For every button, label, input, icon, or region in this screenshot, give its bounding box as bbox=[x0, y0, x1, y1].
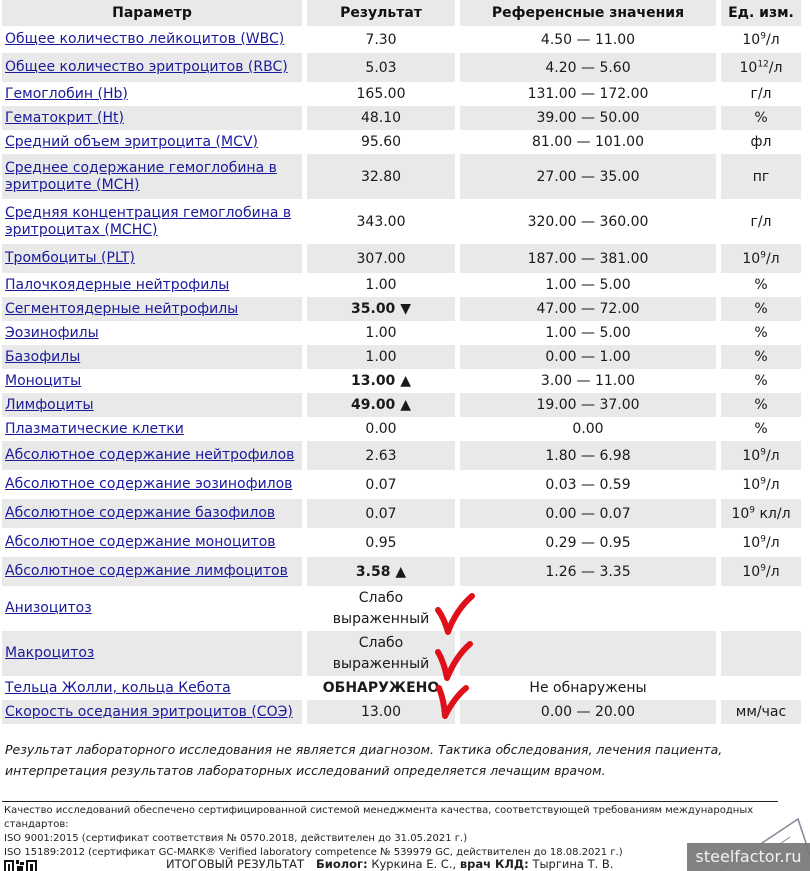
unit-base: 10 bbox=[742, 250, 761, 267]
reference-value: 81.00 — 101.00 bbox=[532, 134, 644, 150]
checkmark-icon bbox=[434, 682, 478, 722]
parameter-link[interactable]: Моноциты bbox=[5, 372, 82, 389]
parameter-cell bbox=[2, 154, 302, 199]
unit-exponent: 9 bbox=[760, 562, 766, 573]
table-row bbox=[2, 82, 801, 106]
unit-exponent: 9 bbox=[760, 249, 766, 260]
unit-cell bbox=[721, 345, 801, 369]
table-row bbox=[2, 417, 801, 441]
signatures bbox=[316, 857, 613, 871]
table-row bbox=[2, 369, 801, 393]
unit-exponent: 9 bbox=[760, 475, 766, 486]
result-value: 49.00 bbox=[351, 397, 396, 413]
parameter-cell bbox=[2, 130, 302, 154]
reference-value: 187.00 — 381.00 bbox=[527, 250, 649, 267]
unit-cell bbox=[721, 26, 801, 53]
reference-cell bbox=[460, 106, 716, 130]
reference-value: 320.00 — 360.00 bbox=[527, 213, 649, 230]
result-value: 343.00 bbox=[356, 213, 406, 230]
unit-base: мм/час bbox=[735, 704, 787, 720]
header-unit: Ед. изм. bbox=[721, 0, 801, 26]
parameter-link[interactable]: Базофилы bbox=[5, 348, 81, 365]
unit-cell bbox=[721, 369, 801, 393]
unit-base: 10 bbox=[742, 476, 761, 493]
result-value: Слабо выраженный bbox=[332, 634, 430, 672]
arrow-up-icon: ▲ bbox=[395, 563, 407, 580]
unit-tail: /л bbox=[765, 447, 780, 464]
unit-base: % bbox=[754, 325, 768, 341]
reference-value: 4.20 — 5.60 bbox=[545, 59, 631, 76]
result-cell bbox=[307, 676, 455, 700]
reference-cell bbox=[460, 297, 716, 321]
table-row bbox=[2, 244, 801, 273]
unit-tail: /л bbox=[765, 250, 780, 267]
parameter-link[interactable]: Абсолютное содержание лимфоцитов bbox=[5, 563, 288, 579]
unit-base: % bbox=[754, 277, 768, 293]
result-value: ОБНАРУЖЕНО bbox=[322, 680, 440, 696]
unit-cell bbox=[721, 470, 801, 499]
table-header-row bbox=[2, 0, 801, 26]
unit-exponent: 9 bbox=[760, 446, 766, 457]
parameter-cell bbox=[2, 441, 302, 470]
reference-cell bbox=[460, 321, 716, 345]
parameter-link[interactable]: Средний объем эритроцита (MCV) bbox=[5, 133, 258, 150]
result-cell bbox=[307, 53, 455, 82]
parameter-link[interactable]: Тромбоциты (PLT) bbox=[5, 250, 135, 266]
unit-base: % bbox=[754, 421, 768, 437]
qr-code bbox=[4, 860, 40, 871]
table-row bbox=[2, 154, 801, 199]
reference-value: 19.00 — 37.00 bbox=[536, 397, 640, 413]
biologist-name: Куркина Е. С., bbox=[371, 857, 457, 871]
unit-tail: /л bbox=[765, 31, 780, 48]
parameter-link[interactable]: Сегментоядерные нейтрофилы bbox=[5, 300, 239, 317]
reference-cell bbox=[460, 273, 716, 297]
table-row bbox=[2, 700, 801, 724]
parameter-link[interactable]: Макроцитоз bbox=[5, 645, 95, 661]
unit-cell bbox=[721, 273, 801, 297]
unit-cell bbox=[721, 321, 801, 345]
reference-value: 1.00 — 5.00 bbox=[545, 277, 631, 293]
unit-base: 10 bbox=[742, 447, 761, 464]
unit-cell bbox=[721, 130, 801, 154]
unit-cell bbox=[721, 106, 801, 130]
unit-cell bbox=[721, 244, 801, 273]
result-cell bbox=[307, 26, 455, 53]
result-cell bbox=[307, 345, 455, 369]
table-row bbox=[2, 499, 801, 528]
table-row bbox=[2, 130, 801, 154]
reference-cell bbox=[460, 528, 716, 557]
unit-exponent: 12 bbox=[757, 58, 769, 69]
result-value: 48.10 bbox=[360, 110, 402, 126]
result-cell bbox=[307, 154, 455, 199]
reference-cell bbox=[460, 557, 716, 586]
result-cell bbox=[307, 441, 455, 470]
unit-base: 10 bbox=[742, 563, 761, 580]
result-cell bbox=[307, 499, 455, 528]
biologist-label: Биолог: bbox=[316, 857, 368, 871]
reference-value: 0.29 — 0.95 bbox=[545, 534, 631, 551]
certification-line: ISO 15189:2012 (сертификат GC-MARK® Verified laboratory competence № 539979 GC, действителен до 18.08.2021 г.) bbox=[4, 847, 623, 858]
parameter-link[interactable]: Общее количество эритроцитов (RBC) bbox=[5, 59, 288, 75]
result-cell bbox=[307, 700, 455, 724]
unit-cell bbox=[721, 417, 801, 441]
parameter-link[interactable]: Абсолютное содержание нейтрофилов bbox=[5, 447, 295, 463]
parameter-link[interactable]: Плазматические клетки bbox=[5, 420, 184, 437]
table-row bbox=[2, 53, 801, 82]
parameter-cell bbox=[2, 345, 302, 369]
reference-value: 0.00 — 0.07 bbox=[545, 505, 631, 522]
unit-cell bbox=[721, 631, 801, 676]
table-row bbox=[2, 106, 801, 130]
table-row bbox=[2, 557, 801, 586]
reference-cell bbox=[460, 700, 716, 724]
result-value: 1.00 bbox=[365, 325, 397, 341]
unit-base: фл bbox=[750, 134, 772, 150]
parameter-link[interactable]: Скорость оседания эритроцитов (СОЭ) bbox=[5, 703, 293, 720]
reference-value: 1.80 — 6.98 bbox=[545, 447, 631, 464]
result-cell bbox=[307, 557, 455, 586]
result-value: 0.07 bbox=[365, 476, 397, 493]
result-cell bbox=[307, 106, 455, 130]
parameter-cell bbox=[2, 700, 302, 724]
unit-base: г/л bbox=[750, 213, 772, 230]
reference-cell bbox=[460, 393, 716, 417]
result-value: Слабо выраженный bbox=[332, 589, 430, 627]
result-cell bbox=[307, 369, 455, 393]
unit-cell bbox=[721, 441, 801, 470]
reference-cell bbox=[460, 417, 716, 441]
unit-base: 10 bbox=[739, 59, 758, 76]
parameter-cell bbox=[2, 417, 302, 441]
table-row bbox=[2, 345, 801, 369]
unit-cell bbox=[721, 557, 801, 586]
reference-value: 39.00 — 50.00 bbox=[536, 110, 640, 126]
unit-base: пг bbox=[752, 168, 770, 185]
reference-cell bbox=[460, 82, 716, 106]
parameter-cell bbox=[2, 499, 302, 528]
result-value: 0.95 bbox=[365, 534, 397, 551]
header-reference: Референсные значения bbox=[460, 0, 716, 26]
reference-cell bbox=[460, 441, 716, 470]
result-value: 3.58 bbox=[355, 563, 391, 580]
unit-exponent: 9 bbox=[760, 30, 766, 41]
unit-cell bbox=[721, 528, 801, 557]
table-row bbox=[2, 393, 801, 417]
table-row bbox=[2, 470, 801, 499]
parameter-link[interactable]: Тельца Жолли, кольца Кебота bbox=[5, 679, 231, 696]
parameter-cell bbox=[2, 631, 302, 676]
table-row bbox=[2, 631, 801, 676]
unit-base: г/л bbox=[750, 86, 772, 102]
parameter-cell bbox=[2, 244, 302, 273]
result-cell bbox=[307, 321, 455, 345]
unit-base: % bbox=[754, 349, 768, 365]
reference-cell bbox=[460, 345, 716, 369]
unit-tail: /л bbox=[765, 563, 780, 580]
unit-cell bbox=[721, 676, 801, 700]
reference-cell bbox=[460, 53, 716, 82]
result-value: 1.00 bbox=[365, 277, 397, 293]
header-parameter: Параметр bbox=[2, 0, 302, 26]
doctor-label: врач КЛД: bbox=[459, 857, 529, 871]
arrow-up-icon: ▲ bbox=[400, 373, 411, 389]
reference-cell bbox=[460, 470, 716, 499]
reference-cell bbox=[460, 244, 716, 273]
parameter-cell bbox=[2, 297, 302, 321]
result-value: 1.00 bbox=[365, 349, 397, 365]
reference-value: 3.00 — 11.00 bbox=[540, 373, 636, 389]
unit-base: % bbox=[754, 110, 768, 126]
parameter-cell bbox=[2, 557, 302, 586]
result-cell bbox=[307, 631, 455, 676]
result-cell bbox=[307, 244, 455, 273]
header-result: Результат bbox=[307, 0, 455, 26]
certification-line: Качество исследований обеспечено сертифицированной системой менеджмента качества, соответствующей требованиям международных стандартов: bbox=[4, 805, 754, 830]
reference-cell bbox=[460, 199, 716, 244]
unit-cell bbox=[721, 393, 801, 417]
parameter-link[interactable]: Палочкоядерные нейтрофилы bbox=[5, 276, 230, 293]
parameter-cell bbox=[2, 321, 302, 345]
table-row bbox=[2, 676, 801, 700]
parameter-link[interactable]: Лимфоциты bbox=[5, 396, 94, 413]
table-row bbox=[2, 273, 801, 297]
unit-cell bbox=[721, 154, 801, 199]
parameter-link[interactable]: Общее количество лейкоцитов (WBC) bbox=[5, 31, 285, 47]
result-value: 7.30 bbox=[365, 31, 397, 48]
parameter-link[interactable]: Анизоцитоз bbox=[5, 600, 92, 616]
reference-cell bbox=[460, 130, 716, 154]
table-row bbox=[2, 586, 801, 631]
unit-exponent: 9 bbox=[760, 533, 766, 544]
unit-base: 10 bbox=[731, 505, 750, 522]
parameter-link[interactable]: Гемоглобин (Hb) bbox=[5, 85, 128, 102]
result-cell bbox=[307, 586, 455, 631]
result-value: 165.00 bbox=[356, 86, 406, 102]
result-cell bbox=[307, 417, 455, 441]
table-row bbox=[2, 441, 801, 470]
parameter-link[interactable]: Эозинофилы bbox=[5, 324, 99, 341]
unit-cell bbox=[721, 499, 801, 528]
result-cell bbox=[307, 528, 455, 557]
checkmark-icon bbox=[434, 638, 478, 684]
reference-cell bbox=[460, 586, 716, 631]
result-value: 95.60 bbox=[360, 134, 402, 150]
reference-value: 131.00 — 172.00 bbox=[527, 86, 649, 102]
reference-cell bbox=[460, 499, 716, 528]
table-row bbox=[2, 321, 801, 345]
checkmark-icon bbox=[434, 592, 478, 638]
reference-cell bbox=[460, 26, 716, 53]
certification-line: ISO 9001:2015 (сертификат соответствия № 0570.2018, действителен до 31.05.2021 г.) bbox=[4, 833, 468, 844]
table-row bbox=[2, 26, 801, 53]
result-value: 0.00 bbox=[365, 421, 397, 437]
result-value: 2.63 bbox=[365, 447, 397, 464]
parameter-cell bbox=[2, 586, 302, 631]
result-cell bbox=[307, 470, 455, 499]
unit-base: 10 bbox=[742, 31, 761, 48]
table-row bbox=[2, 199, 801, 244]
table-row bbox=[2, 528, 801, 557]
unit-base: % bbox=[754, 373, 768, 389]
parameter-link[interactable]: Абсолютное содержание эозинофилов bbox=[5, 476, 293, 492]
unit-tail: кл/л bbox=[755, 505, 791, 522]
unit-tail: /л bbox=[765, 534, 780, 551]
unit-cell bbox=[721, 586, 801, 631]
reference-value: 0.00 — 20.00 bbox=[540, 704, 636, 720]
parameter-cell bbox=[2, 676, 302, 700]
unit-base: % bbox=[754, 397, 768, 413]
parameter-link[interactable]: Среднее содержание гемоглобина в эритроците (MCH) bbox=[5, 159, 277, 193]
doctor-name: Тыргина Т. В. bbox=[532, 857, 614, 871]
reference-cell bbox=[460, 369, 716, 393]
parameter-link[interactable]: Абсолютное содержание моноцитов bbox=[5, 534, 276, 550]
table-body bbox=[2, 26, 801, 724]
unit-tail: /л bbox=[768, 59, 783, 76]
unit-cell bbox=[721, 53, 801, 82]
reference-value: 0.00 bbox=[572, 421, 604, 437]
unit-base: % bbox=[754, 301, 768, 317]
parameter-cell bbox=[2, 470, 302, 499]
unit-base: 10 bbox=[742, 534, 761, 551]
reference-value: 27.00 — 35.00 bbox=[536, 168, 640, 185]
result-cell bbox=[307, 82, 455, 106]
parameter-cell bbox=[2, 528, 302, 557]
table-row bbox=[2, 297, 801, 321]
unit-tail: /л bbox=[765, 476, 780, 493]
unit-cell bbox=[721, 199, 801, 244]
unit-cell bbox=[721, 700, 801, 724]
disclaimer-note: Результат лабораторного исследования не является диагнозом. Тактика обследования, лечения пациента, интерпретация результатов лабораторных исследований определяется лечащим врачом. bbox=[5, 742, 723, 778]
arrow-down-icon: ▼ bbox=[400, 301, 411, 317]
result-cell bbox=[307, 199, 455, 244]
result-value: 13.00 bbox=[351, 373, 396, 389]
result-cell bbox=[307, 297, 455, 321]
parameter-cell bbox=[2, 199, 302, 244]
arrow-up-icon: ▲ bbox=[400, 397, 411, 413]
result-value: 307.00 bbox=[356, 250, 406, 267]
reference-value: 47.00 — 72.00 bbox=[536, 301, 640, 317]
parameter-cell bbox=[2, 369, 302, 393]
parameter-link[interactable]: Абсолютное содержание базофилов bbox=[5, 505, 276, 521]
parameter-link[interactable]: Гематокрит (Ht) bbox=[5, 109, 124, 126]
parameter-cell bbox=[2, 53, 302, 82]
reference-value: 0.00 — 1.00 bbox=[545, 349, 631, 365]
parameter-cell bbox=[2, 273, 302, 297]
parameter-cell bbox=[2, 106, 302, 130]
parameter-cell bbox=[2, 393, 302, 417]
unit-cell bbox=[721, 82, 801, 106]
reference-value: 1.00 — 5.00 bbox=[545, 325, 631, 341]
reference-value: 4.50 — 11.00 bbox=[540, 31, 636, 48]
result-cell bbox=[307, 273, 455, 297]
reference-value: Не обнаружены bbox=[529, 680, 647, 696]
result-value: 35.00 bbox=[351, 301, 396, 317]
parameter-link[interactable]: Средняя концентрация гемоглобина в эритроцитах (MCHC) bbox=[5, 204, 292, 238]
result-value: 5.03 bbox=[365, 59, 397, 76]
result-value: 0.07 bbox=[365, 505, 397, 522]
divider bbox=[2, 801, 778, 802]
watermark: steelfactor.ru bbox=[687, 843, 810, 871]
result-cell bbox=[307, 393, 455, 417]
unit-exponent: 9 bbox=[749, 504, 756, 515]
reference-cell bbox=[460, 631, 716, 676]
reference-value: 1.26 — 3.35 bbox=[545, 563, 631, 580]
parameter-cell bbox=[2, 26, 302, 53]
reference-cell bbox=[460, 154, 716, 199]
final-result-label: ИТОГОВЫЙ РЕЗУЛЬТАТ bbox=[166, 857, 305, 871]
parameter-cell bbox=[2, 82, 302, 106]
result-value: 13.00 bbox=[360, 704, 402, 720]
result-cell bbox=[307, 130, 455, 154]
result-value: 32.80 bbox=[360, 168, 402, 185]
reference-cell bbox=[460, 676, 716, 700]
reference-value: 0.03 — 0.59 bbox=[545, 476, 631, 493]
unit-cell bbox=[721, 297, 801, 321]
